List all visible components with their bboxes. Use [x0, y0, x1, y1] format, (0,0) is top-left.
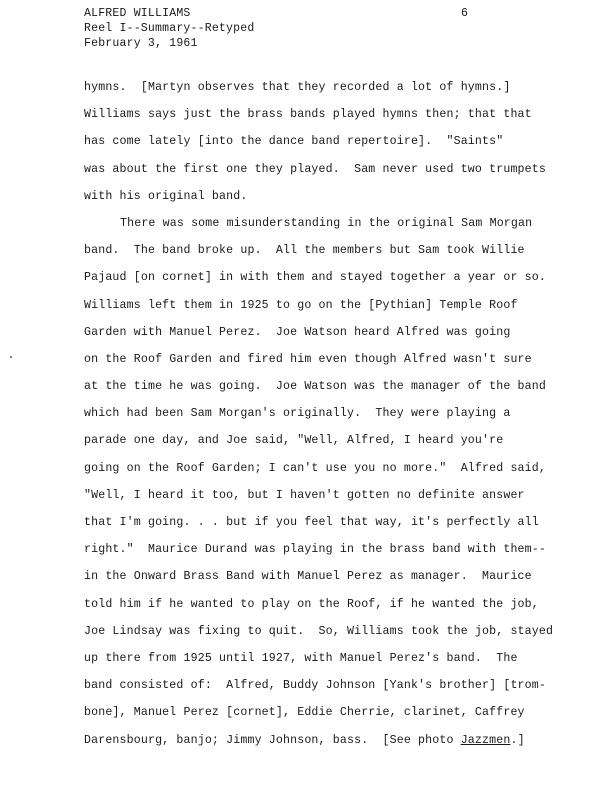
text-line: at the time he was going. Joe Watson was the manager of the band: [84, 380, 546, 394]
text-line: that I'm going. . . but if you feel that way, it's perfectly all: [84, 516, 539, 529]
text-line: has come lately [into the dance band repertoire]. "Saints": [84, 135, 504, 149]
text-line: band consisted of: Alfred, Buddy Johnson [Yank's brother] [trom-: [84, 679, 546, 693]
text-line: parade one day, and Joe said, "Well, Alfred, I heard you're: [84, 434, 504, 448]
header-reel: Reel I--Summary--Retyped: [84, 22, 255, 35]
text-line: bone], Manuel Perez [cornet], Eddie Cherrie, clarinet, Caffrey: [84, 706, 525, 720]
text-line: told him if he wanted to play on the Roof, if he wanted the job,: [84, 597, 539, 611]
text-line: Williams left them in 1925 to go on the [Pythian] Temple Roof: [84, 298, 518, 312]
text-line: band. The band broke up. All the members but Sam took Willie: [84, 244, 525, 258]
text-line: up there from 1925 until 1927, with Manuel Perez's band. The: [84, 651, 518, 665]
text-line-last: [84, 727, 584, 754]
text-line: Garden with Manuel Perez. Joe Watson heard Alfred was going: [84, 325, 511, 339]
text-line: on the Roof Garden and fired him even though Alfred wasn't sure: [84, 352, 532, 366]
text-line: going on the Roof Garden; I can't use you no more." Alfred said,: [84, 461, 546, 475]
page-number: 6: [461, 7, 468, 20]
text-line-last-end: .]: [510, 733, 525, 747]
text-line: with his original band.: [84, 189, 248, 203]
body-text: [84, 74, 584, 754]
underlined-title-jazzmen: Jazzmen: [460, 733, 511, 747]
text-line: was about the first one they played. Sam never used two trumpets: [84, 162, 546, 176]
text-line: right." Maurice Durand was playing in the brass band with them--: [84, 543, 546, 557]
document-header: [84, 6, 254, 51]
text-line: hymns. [Martyn observes that they recorded a lot of hymns.]: [84, 81, 511, 94]
text-line: which had been Sam Morgan's originally. They were playing a: [84, 407, 511, 421]
text-line-last-start: Darensbourg, banjo; Jimmy Johnson, bass. [See photo: [84, 733, 461, 747]
text-line: in the Onward Brass Band with Manuel Perez as manager. Maurice: [84, 570, 532, 584]
text-line: Pajaud [on cornet] in with them and stayed together a year or so.: [84, 271, 546, 285]
header-date: February 3, 1961: [84, 37, 198, 50]
text-line: "Well, I heard it too, but I haven't gotten no definite answer: [84, 488, 525, 502]
text-line: Williams says just the brass bands played hymns then; that that: [84, 108, 532, 122]
margin-mark: [10, 356, 12, 358]
text-line: Joe Lindsay was fixing to quit. So, Williams took the job, stayed: [84, 624, 554, 638]
header-name: ALFRED WILLIAMS: [84, 7, 191, 20]
text-line-paragraph-start: There was some misunderstanding in the original Sam Morgan: [120, 216, 533, 230]
